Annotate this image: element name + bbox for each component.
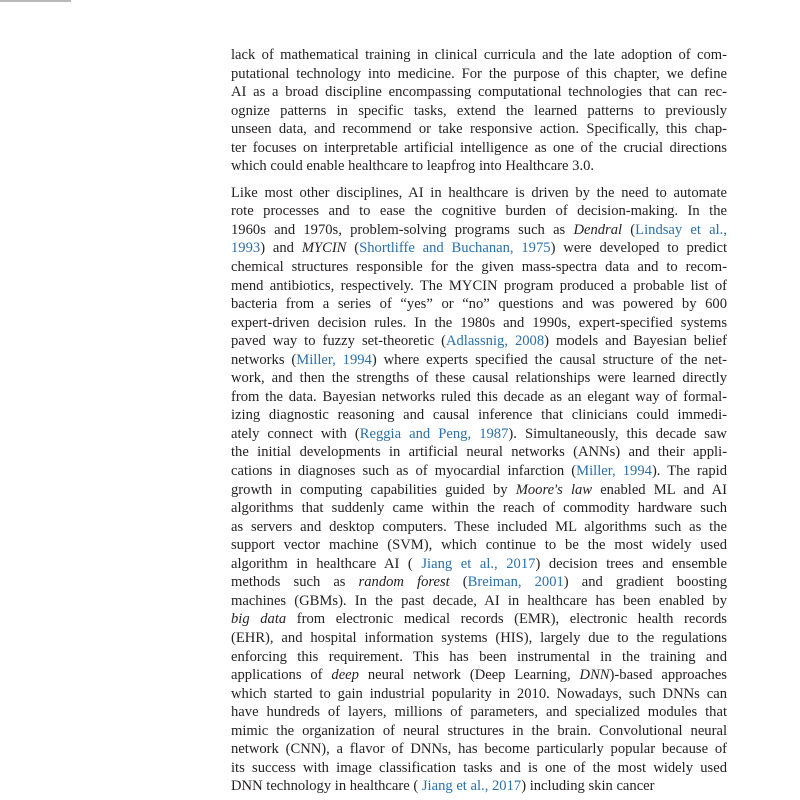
text-run: ( — [622, 221, 636, 238]
text-run: have hundreds of layers, millions of parameters, and specialized modules that — [231, 704, 727, 721]
text-line — [231, 443, 727, 462]
text-run: ter focuses on interpretable artificial intelligence as one of the crucial directions — [231, 139, 727, 156]
text-run: its success with image classification tasks and is one of the most widely used — [231, 759, 727, 776]
text-line — [231, 369, 727, 388]
text-run: neural network (Deep Learning, — [358, 667, 580, 684]
text-run: as servers and desktop computers. These included ML algorithms such as the — [231, 518, 727, 535]
text-line — [231, 629, 727, 648]
text-run: ) including skin cancer — [521, 778, 655, 795]
text-run: )-based approaches — [609, 667, 727, 684]
text-run: ) and gradient boosting — [563, 574, 727, 591]
text-run: network (CNN), a flavor of DNNs, has become particularly popular because of — [231, 741, 727, 758]
text-line — [231, 573, 727, 592]
text-line — [231, 65, 727, 84]
italic-term: random forest — [358, 574, 450, 591]
italic-term: Dendral — [573, 221, 623, 238]
header-rule — [0, 0, 71, 2]
text-line — [231, 388, 727, 407]
text-run: methods such as — [231, 574, 359, 591]
text-run: AI as a broad discipline encompassing computational technologies that can rec- — [231, 84, 727, 101]
text-run: the initial developments in artificial neural networks (ANNs) and their appli- — [231, 444, 727, 461]
text-run: (EHR), and hospital information systems (HIS), largely due to the regulations — [231, 629, 727, 646]
text-run: cations in diagnoses such as of myocardial infarction ( — [231, 463, 577, 480]
body-text-column — [231, 46, 727, 796]
text-line — [231, 555, 727, 574]
text-line — [231, 759, 727, 778]
text-line — [231, 202, 727, 221]
text-line — [231, 777, 727, 796]
text-run: DNN technology in healthcare ( — [231, 778, 422, 795]
text-run: algorithm in healthcare AI ( — [231, 555, 422, 572]
text-line — [231, 184, 727, 203]
text-line — [231, 592, 727, 611]
text-run: enabled ML and AI — [592, 481, 727, 498]
text-line — [231, 221, 727, 240]
text-run: chemical structures responsible for the given mass-spectra data and to recom- — [231, 259, 727, 276]
text-run: ). The rapid — [651, 463, 727, 480]
text-run: growth in computing capabilities guided by — [231, 481, 516, 498]
text-line — [231, 157, 727, 176]
text-run: machines (GBMs). In the past decade, AI in healthcare has been enabled by — [231, 592, 727, 609]
text-run: networks ( — [231, 351, 297, 368]
text-line — [231, 518, 727, 537]
text-run: ) were developed to predict — [550, 240, 727, 257]
text-line — [231, 406, 727, 425]
text-line — [231, 666, 727, 685]
italic-term: deep — [331, 667, 359, 684]
text-line — [231, 139, 727, 158]
text-line — [231, 481, 727, 500]
text-line — [231, 740, 727, 759]
text-run: applications of — [231, 667, 332, 684]
text-line — [231, 295, 727, 314]
text-run: ) models and Bayesian belief — [544, 333, 727, 350]
text-run: algorithms that suddenly came within the reach of commodity hardware such — [231, 500, 727, 517]
italic-term: DNN — [579, 667, 610, 684]
text-run: ) where experts specified the causal structure of the net- — [371, 351, 727, 368]
text-run: ( — [346, 240, 360, 257]
text-line — [231, 685, 727, 704]
citation-link[interactable]: Jiang et al., 2017 — [421, 778, 522, 795]
citation-link[interactable]: Adlassnig, 2008 — [445, 333, 545, 350]
text-run: ). Simultaneously, this decade saw — [508, 425, 727, 442]
text-run: paved way to fuzzy set-theoretic ( — [231, 333, 446, 350]
text-run: izing diagnostic reasoning and causal inference that clinicians could immedi- — [231, 407, 727, 424]
citation-link[interactable]: Breiman, 2001 — [467, 574, 564, 591]
text-run: 1960s and 1970s, problem-solving programs such as — [231, 221, 574, 238]
text-line — [231, 258, 727, 277]
text-run: ( — [449, 574, 468, 591]
citation-link[interactable]: Lindsay et al., — [635, 221, 727, 238]
citation-link[interactable]: Miller, 1994 — [296, 351, 372, 368]
text-run: mend antibiotics, respectively. The MYCIN program produced a probable list of — [231, 277, 727, 294]
text-run: unseen data, and recommend or take responsive action. Specifically, this chap- — [231, 121, 727, 138]
text-line — [231, 277, 727, 296]
text-line — [231, 462, 727, 481]
text-run: ognize patterns in specific tasks, extend the learned patterns to previously — [231, 102, 727, 119]
text-run: work, and then the strengths of these causal relationships were learned directly — [231, 370, 727, 387]
paragraph — [231, 46, 727, 176]
text-run: putational technology into medicine. For the purpose of this chapter, we define — [231, 65, 727, 82]
text-line — [231, 332, 727, 351]
text-run: Like most other disciplines, AI in healthcare is driven by the need to automate — [231, 184, 727, 201]
text-run: from electronic medical records (EMR), electronic health records — [286, 611, 727, 628]
text-run: rote processes and to ease the cognitive burden of decision-making. In the — [231, 203, 727, 220]
paragraph — [231, 184, 727, 796]
text-line — [231, 351, 727, 370]
text-run: which could enable healthcare to leapfrog into Healthcare 3.0. — [231, 158, 595, 175]
italic-term: big data — [231, 611, 287, 628]
text-line — [231, 499, 727, 518]
text-run: which started to gain industrial popularity in 2010. Nowadays, such DNNs can — [231, 685, 727, 702]
text-run: ) decision trees and ensemble — [535, 555, 727, 572]
italic-term: MYCIN — [301, 240, 347, 257]
text-line — [231, 722, 727, 741]
text-run: ately connect with ( — [231, 425, 360, 442]
citation-link[interactable]: Miller, 1994 — [576, 463, 652, 480]
citation-link[interactable]: Reggia and Peng, 1987 — [359, 425, 509, 442]
citation-link[interactable]: Jiang et al., 2017 — [421, 555, 536, 572]
text-line — [231, 239, 727, 258]
text-line — [231, 536, 727, 555]
text-run: mimic the organization of neural structures in the brain. Convolutional neural — [231, 722, 727, 739]
text-line — [231, 83, 727, 102]
text-line — [231, 648, 727, 667]
text-line — [231, 102, 727, 121]
citation-link[interactable]: Shortliffe and Buchanan, 1975 — [359, 240, 551, 257]
text-run: lack of mathematical training in clinical curricula and the late adoption of com- — [231, 47, 727, 63]
text-run: bacteria from a series of “yes” or “no” questions and was powered by 600 — [231, 296, 727, 313]
citation-link[interactable]: 1993 — [231, 240, 261, 257]
text-run: support vector machine (SVM), which continue to be the most widely used — [231, 537, 727, 554]
text-run: ) and — [260, 240, 302, 257]
italic-term: Moore's law — [515, 481, 593, 498]
text-line — [231, 120, 727, 139]
text-line — [231, 610, 727, 629]
text-line — [231, 425, 727, 444]
text-line — [231, 703, 727, 722]
text-run: from the data. Bayesian networks ruled this decade as an elegant way of formal- — [231, 388, 727, 405]
text-run: enforcing this requirement. This has been instrumental in the training and — [231, 648, 727, 665]
text-line — [231, 46, 727, 65]
text-line — [231, 314, 727, 333]
text-run: expert-driven decision rules. In the 1980s and 1990s, expert-specified systems — [231, 314, 727, 331]
